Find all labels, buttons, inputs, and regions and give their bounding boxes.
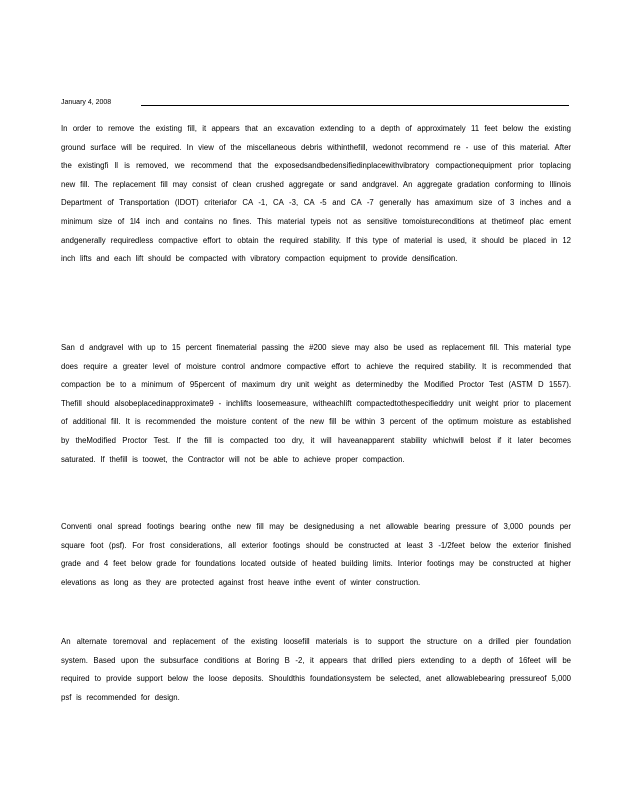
paragraph-sand-gravel: San d andgravel with up to 15 percent finematerial passing the #200 sieve may also be used as replacement fill. This material type does require a greater level of moisture control andmore compactive effort to achieve the required stability. It is recommended that compaction be to a minimum of 95percent of maximum dry unit weight as determinedby the Modified Proctor Test (ASTM D 1557). Thefill should alsobeplacedinapproximate9 - inchlifts loosemeasure, witheachlift compactedtothespecifieddry unit weight prior to placement of additional fill. It is recommended the moisture content of the new fill be within 3 percent of the optimum moisture as established by theModified Proctor Test. If the fill is compacted too dry, it will haveanapparent stability whichwill belost if it later becomes saturated. If thefill is toowet, the Contractor will not be able to achieve proper compaction. [61,343,571,464]
document-header [61,98,569,112]
document-date: January 4, 2008 [61,99,112,106]
paragraph-spread-footings: Conventi onal spread footings bearing onthe new fill may be designedusing a net allowable bearing pressure of 3,000 pounds per square foot (psf). For frost considerations, all exterior footings should be constructed at least 3 -1/2feet below the exterior finished grade and 4 feet below grade for foundations located outside of heated building limits. Interior footings may be constructed at higher elevations as long as they are protected against frost heave inthe event of winter construction. [61,522,571,587]
paragraph-drilled-pier: An alternate toremoval and replacement of the existing loosefill materials is to support the structure on a drilled pier foundation system. Based upon the subsurface conditions at Boring B -2, it appears that drilled piers extending to a depth of 16feet will be required to provide support below the loose deposits. Shouldthis foundationsystem be selected, anet allowablebearing pressureof 5,000 psf is recommended for design. [61,637,571,702]
paragraph-fill-removal: In order to remove the existing fill, it appears that an excavation extending to a depth of approximately 11 feet below the existing ground surface will be required. In view of the miscellaneous debris withinthefill, wedonot recommend re - use of this material. After the existingfi ll is removed, we recommend that the exposedsandbedensifiedinplacewithvibratory compactionequipment prior toplacing new fill. The replacement fill may consist of clean crushed aggregate or sand andgravel. An aggregate gradation conforming to Illinois Department of Transportation (IDOT) criteriafor CA -1, CA -3, CA -5 and CA -7 generally has amaximum size of 3 inches and a minimum size of 1l4 inch and contains no fines. This material typeis not as sensitive tomoistureconditions at thetimeof plac ement andgenerally requiredless compactive effort to obtain the required stability. If this type of material is used, it should be placed in 12 inch lifts and each lift should be compacted with vibratory compaction equipment to provide densification. [61,124,571,264]
header-rule [141,105,569,106]
